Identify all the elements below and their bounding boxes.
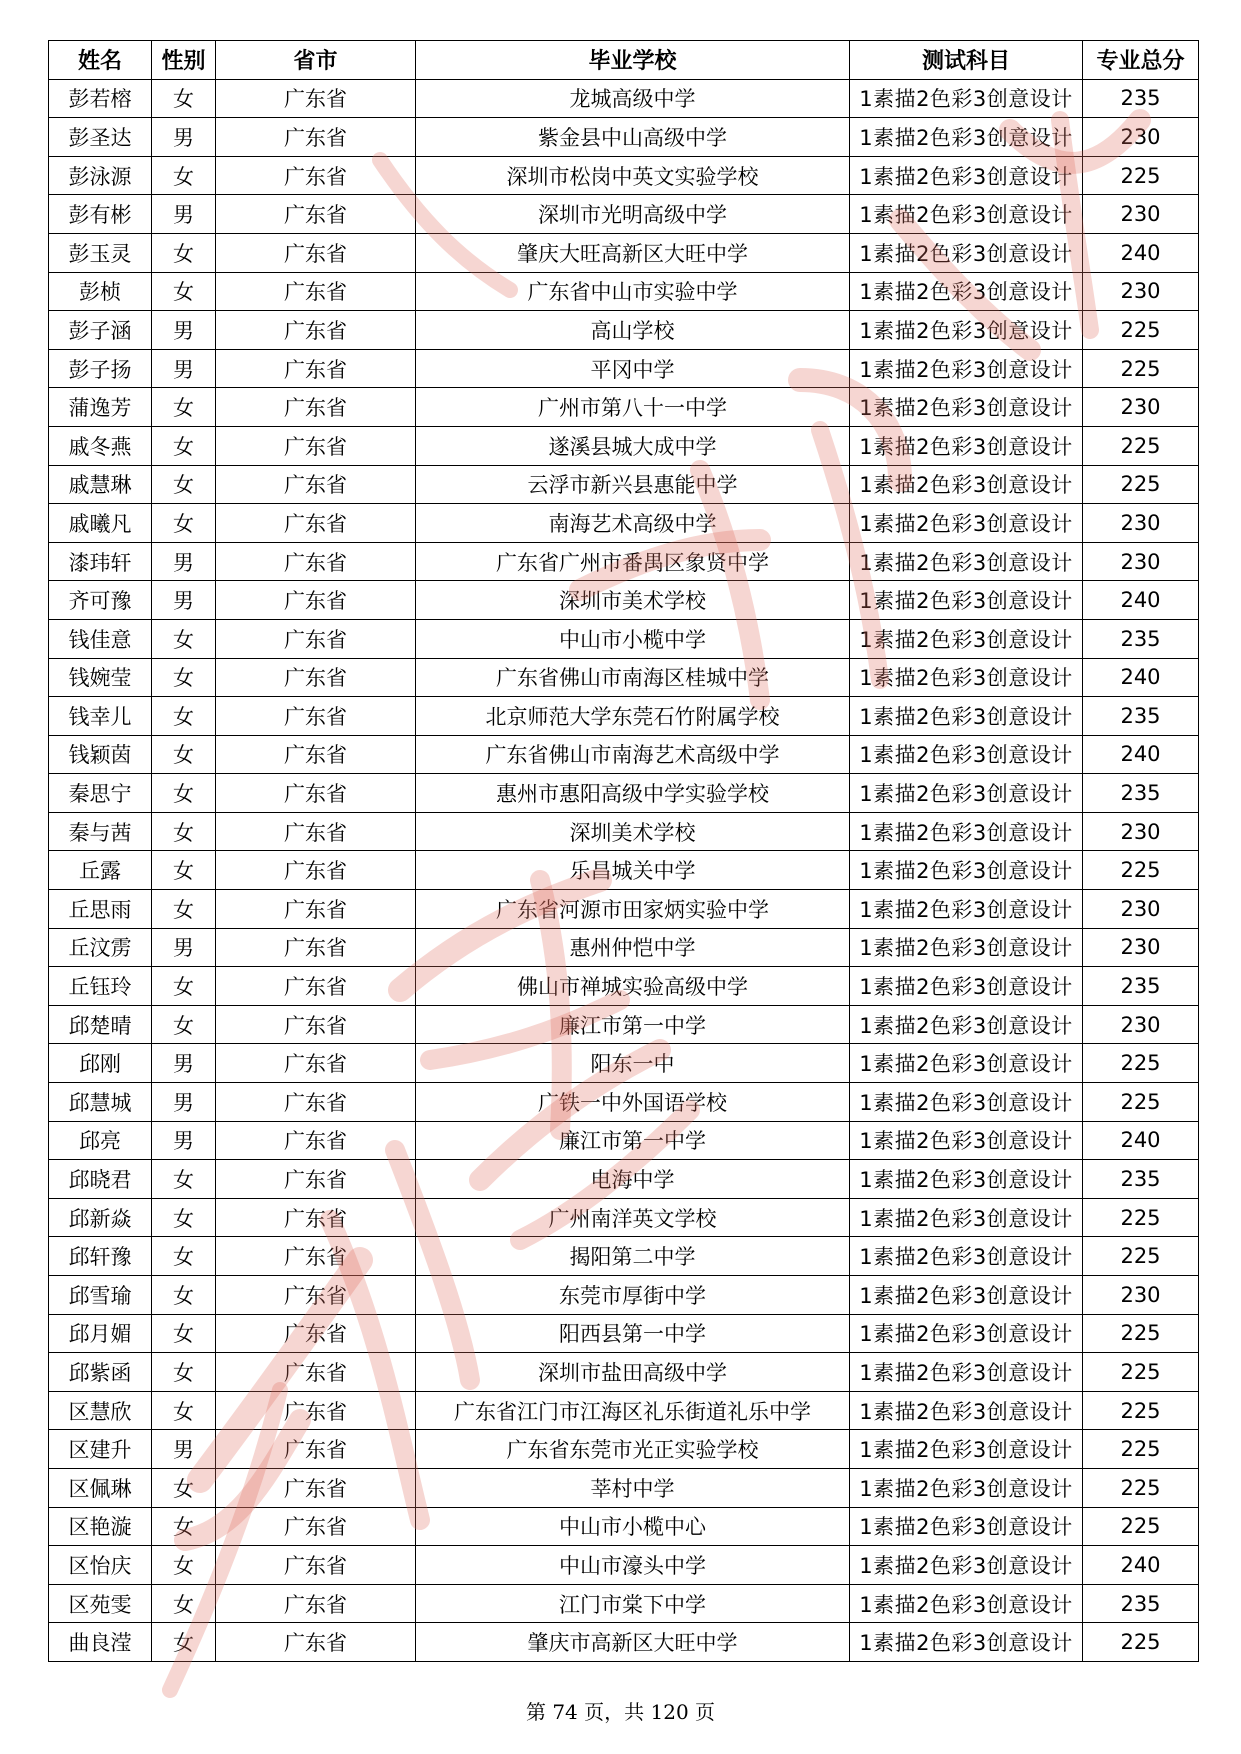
cell-province: 广东省 [216, 658, 416, 697]
table-row [49, 1353, 1199, 1392]
cell-school: 惠州市惠阳高级中学实验学校 [416, 774, 850, 813]
table-row [49, 1468, 1199, 1507]
cell-name: 漆玮轩 [49, 542, 152, 581]
cell-name: 钱佳意 [49, 619, 152, 658]
cell-score: 225 [1083, 1391, 1199, 1430]
cell-province: 广东省 [216, 311, 416, 350]
cell-province: 广东省 [216, 1623, 416, 1662]
cell-school: 中山市小榄中心 [416, 1507, 850, 1546]
cell-score: 235 [1083, 79, 1199, 118]
cell-name: 钱幸儿 [49, 697, 152, 736]
header-subject: 测试科目 [850, 41, 1083, 80]
cell-score: 225 [1083, 851, 1199, 890]
cell-score: 225 [1083, 311, 1199, 350]
cell-subject: 1素描2色彩3创意设计 [850, 1430, 1083, 1469]
table-header-row [49, 41, 1199, 80]
cell-province: 广东省 [216, 426, 416, 465]
cell-province: 广东省 [216, 967, 416, 1006]
cell-name: 钱婉莹 [49, 658, 152, 697]
cell-score: 230 [1083, 812, 1199, 851]
cell-score: 230 [1083, 1276, 1199, 1315]
table-row [49, 1391, 1199, 1430]
table-row [49, 272, 1199, 311]
cell-score: 225 [1083, 1353, 1199, 1392]
cell-gender: 女 [152, 1005, 216, 1044]
cell-name: 丘露 [49, 851, 152, 890]
cell-gender: 女 [152, 233, 216, 272]
cell-score: 230 [1083, 1005, 1199, 1044]
cell-score: 230 [1083, 504, 1199, 543]
cell-subject: 1素描2色彩3创意设计 [850, 1121, 1083, 1160]
cell-gender: 男 [152, 118, 216, 157]
cell-score: 235 [1083, 619, 1199, 658]
cell-score: 230 [1083, 388, 1199, 427]
cell-school: 北京师范大学东莞石竹附属学校 [416, 697, 850, 736]
cell-score: 240 [1083, 581, 1199, 620]
header-total-score: 专业总分 [1083, 41, 1199, 80]
header-gender: 性别 [152, 41, 216, 80]
cell-province: 广东省 [216, 1160, 416, 1199]
cell-gender: 女 [152, 1198, 216, 1237]
cell-school: 东莞市厚街中学 [416, 1276, 850, 1315]
cell-subject: 1素描2色彩3创意设计 [850, 967, 1083, 1006]
cell-gender: 男 [152, 581, 216, 620]
cell-gender: 女 [152, 967, 216, 1006]
cell-subject: 1素描2色彩3创意设计 [850, 697, 1083, 736]
table-row [49, 1044, 1199, 1083]
cell-name: 邱刚 [49, 1044, 152, 1083]
cell-name: 邱紫函 [49, 1353, 152, 1392]
cell-school: 阳西县第一中学 [416, 1314, 850, 1353]
table-row [49, 349, 1199, 388]
cell-school: 广东省佛山市南海区桂城中学 [416, 658, 850, 697]
cell-gender: 女 [152, 1314, 216, 1353]
cell-subject: 1素描2色彩3创意设计 [850, 542, 1083, 581]
cell-province: 广东省 [216, 1468, 416, 1507]
cell-subject: 1素描2色彩3创意设计 [850, 1044, 1083, 1083]
cell-province: 广东省 [216, 272, 416, 311]
table-row [49, 233, 1199, 272]
page-footer: 第 74 页，共 120 页 [525, 1700, 716, 1724]
table-row [49, 1083, 1199, 1122]
cell-score: 230 [1083, 928, 1199, 967]
cell-province: 广东省 [216, 1276, 416, 1315]
cell-gender: 女 [152, 79, 216, 118]
cell-name: 区艳漩 [49, 1507, 152, 1546]
cell-score: 225 [1083, 349, 1199, 388]
cell-province: 广东省 [216, 1507, 416, 1546]
cell-score: 225 [1083, 1237, 1199, 1276]
cell-subject: 1素描2色彩3创意设计 [850, 1468, 1083, 1507]
cell-name: 邱慧城 [49, 1083, 152, 1122]
cell-gender: 女 [152, 1276, 216, 1315]
cell-score: 225 [1083, 1083, 1199, 1122]
table-row [49, 967, 1199, 1006]
cell-subject: 1素描2色彩3创意设计 [850, 1353, 1083, 1392]
cell-subject: 1素描2色彩3创意设计 [850, 311, 1083, 350]
cell-gender: 女 [152, 658, 216, 697]
cell-school: 江门市棠下中学 [416, 1584, 850, 1623]
header-province: 省市 [216, 41, 416, 80]
table-row [49, 426, 1199, 465]
cell-score: 225 [1083, 1198, 1199, 1237]
cell-name: 蒲逸芳 [49, 388, 152, 427]
cell-subject: 1素描2色彩3创意设计 [850, 1276, 1083, 1315]
cell-subject: 1素描2色彩3创意设计 [850, 504, 1083, 543]
table-row [49, 1623, 1199, 1662]
table-row [49, 851, 1199, 890]
cell-school: 肇庆市高新区大旺中学 [416, 1623, 850, 1662]
cell-subject: 1素描2色彩3创意设计 [850, 619, 1083, 658]
cell-name: 邱楚晴 [49, 1005, 152, 1044]
cell-school: 深圳市盐田高级中学 [416, 1353, 850, 1392]
cell-school: 深圳市光明高级中学 [416, 195, 850, 234]
cell-gender: 男 [152, 928, 216, 967]
cell-province: 广东省 [216, 581, 416, 620]
cell-subject: 1素描2色彩3创意设计 [850, 1391, 1083, 1430]
cell-score: 225 [1083, 1314, 1199, 1353]
cell-name: 戚曦凡 [49, 504, 152, 543]
table-row [49, 1005, 1199, 1044]
cell-school: 莘村中学 [416, 1468, 850, 1507]
header-school: 毕业学校 [416, 41, 850, 80]
cell-gender: 女 [152, 619, 216, 658]
cell-name: 彭若榕 [49, 79, 152, 118]
cell-subject: 1素描2色彩3创意设计 [850, 1314, 1083, 1353]
cell-subject: 1素描2色彩3创意设计 [850, 1198, 1083, 1237]
cell-province: 广东省 [216, 388, 416, 427]
cell-province: 广东省 [216, 1584, 416, 1623]
cell-gender: 女 [152, 1623, 216, 1662]
cell-name: 钱颖茵 [49, 735, 152, 774]
cell-name: 曲良滢 [49, 1623, 152, 1662]
cell-subject: 1素描2色彩3创意设计 [850, 1623, 1083, 1662]
cell-gender: 女 [152, 465, 216, 504]
cell-name: 戚冬燕 [49, 426, 152, 465]
table-row [49, 79, 1199, 118]
cell-province: 广东省 [216, 1546, 416, 1585]
cell-subject: 1素描2色彩3创意设计 [850, 465, 1083, 504]
cell-school: 深圳市松岗中英文实验学校 [416, 156, 850, 195]
cell-score: 225 [1083, 1507, 1199, 1546]
cell-school: 广东省广州市番禺区象贤中学 [416, 542, 850, 581]
cell-subject: 1素描2色彩3创意设计 [850, 735, 1083, 774]
cell-gender: 女 [152, 272, 216, 311]
cell-score: 225 [1083, 1044, 1199, 1083]
cell-school: 广东省佛山市南海艺术高级中学 [416, 735, 850, 774]
cell-school: 云浮市新兴县惠能中学 [416, 465, 850, 504]
cell-score: 230 [1083, 118, 1199, 157]
cell-subject: 1素描2色彩3创意设计 [850, 118, 1083, 157]
table-row [49, 774, 1199, 813]
table-row [49, 1160, 1199, 1199]
cell-subject: 1素描2色彩3创意设计 [850, 195, 1083, 234]
cell-score: 240 [1083, 1121, 1199, 1160]
cell-province: 广东省 [216, 1353, 416, 1392]
cell-gender: 女 [152, 735, 216, 774]
cell-gender: 女 [152, 504, 216, 543]
cell-name: 邱雪瑜 [49, 1276, 152, 1315]
cell-province: 广东省 [216, 1391, 416, 1430]
table-row [49, 1314, 1199, 1353]
cell-score: 225 [1083, 1430, 1199, 1469]
cell-score: 225 [1083, 1623, 1199, 1662]
cell-province: 广东省 [216, 1121, 416, 1160]
cell-province: 广东省 [216, 1430, 416, 1469]
cell-score: 240 [1083, 1546, 1199, 1585]
cell-gender: 女 [152, 388, 216, 427]
cell-subject: 1素描2色彩3创意设计 [850, 156, 1083, 195]
cell-score: 230 [1083, 890, 1199, 929]
cell-gender: 男 [152, 311, 216, 350]
cell-province: 广东省 [216, 195, 416, 234]
cell-subject: 1素描2色彩3创意设计 [850, 1237, 1083, 1276]
cell-school: 廉江市第一中学 [416, 1121, 850, 1160]
cell-score: 230 [1083, 272, 1199, 311]
cell-score: 235 [1083, 1160, 1199, 1199]
cell-province: 广东省 [216, 851, 416, 890]
table-row [49, 890, 1199, 929]
cell-name: 区苑雯 [49, 1584, 152, 1623]
cell-name: 彭圣达 [49, 118, 152, 157]
cell-score: 235 [1083, 697, 1199, 736]
table-row [49, 619, 1199, 658]
cell-name: 丘汶雳 [49, 928, 152, 967]
cell-school: 南海艺术高级中学 [416, 504, 850, 543]
table-row [49, 1430, 1199, 1469]
cell-province: 广东省 [216, 774, 416, 813]
cell-name: 彭玉灵 [49, 233, 152, 272]
table-row [49, 311, 1199, 350]
table-row [49, 1121, 1199, 1160]
cell-school: 深圳美术学校 [416, 812, 850, 851]
cell-name: 邱新焱 [49, 1198, 152, 1237]
cell-score: 235 [1083, 1584, 1199, 1623]
table-row [49, 542, 1199, 581]
table-row [49, 1546, 1199, 1585]
cell-gender: 女 [152, 1468, 216, 1507]
score-table [48, 40, 1199, 1662]
cell-gender: 女 [152, 812, 216, 851]
cell-school: 揭阳第二中学 [416, 1237, 850, 1276]
cell-province: 广东省 [216, 1314, 416, 1353]
cell-province: 广东省 [216, 812, 416, 851]
cell-province: 广东省 [216, 735, 416, 774]
cell-province: 广东省 [216, 1005, 416, 1044]
cell-subject: 1素描2色彩3创意设计 [850, 272, 1083, 311]
cell-school: 惠州仲恺中学 [416, 928, 850, 967]
cell-school: 廉江市第一中学 [416, 1005, 850, 1044]
cell-school: 广东省江门市江海区礼乐街道礼乐中学 [416, 1391, 850, 1430]
cell-school: 阳东一中 [416, 1044, 850, 1083]
table-row [49, 1198, 1199, 1237]
table-row [49, 118, 1199, 157]
cell-gender: 女 [152, 774, 216, 813]
cell-province: 广东省 [216, 1237, 416, 1276]
cell-school: 广东省东莞市光正实验学校 [416, 1430, 850, 1469]
cell-gender: 女 [152, 1353, 216, 1392]
cell-subject: 1素描2色彩3创意设计 [850, 658, 1083, 697]
table-row [49, 928, 1199, 967]
cell-province: 广东省 [216, 619, 416, 658]
cell-name: 邱亮 [49, 1121, 152, 1160]
table-row [49, 735, 1199, 774]
cell-school: 肇庆大旺高新区大旺中学 [416, 233, 850, 272]
cell-subject: 1素描2色彩3创意设计 [850, 1546, 1083, 1585]
cell-score: 235 [1083, 967, 1199, 1006]
cell-gender: 女 [152, 1584, 216, 1623]
cell-province: 广东省 [216, 697, 416, 736]
cell-subject: 1素描2色彩3创意设计 [850, 890, 1083, 929]
cell-name: 彭子扬 [49, 349, 152, 388]
cell-school: 佛山市禅城实验高级中学 [416, 967, 850, 1006]
cell-subject: 1素描2色彩3创意设计 [850, 388, 1083, 427]
cell-score: 240 [1083, 735, 1199, 774]
cell-name: 秦与茜 [49, 812, 152, 851]
cell-name: 彭子涵 [49, 311, 152, 350]
cell-gender: 女 [152, 1507, 216, 1546]
table-row [49, 1584, 1199, 1623]
cell-name: 邱月媚 [49, 1314, 152, 1353]
cell-subject: 1素描2色彩3创意设计 [850, 581, 1083, 620]
cell-name: 彭有彬 [49, 195, 152, 234]
cell-subject: 1素描2色彩3创意设计 [850, 233, 1083, 272]
cell-province: 广东省 [216, 156, 416, 195]
table-row [49, 465, 1199, 504]
cell-province: 广东省 [216, 928, 416, 967]
cell-province: 广东省 [216, 542, 416, 581]
cell-gender: 女 [152, 1546, 216, 1585]
cell-gender: 男 [152, 1121, 216, 1160]
cell-gender: 女 [152, 156, 216, 195]
cell-gender: 女 [152, 890, 216, 929]
cell-school: 平冈中学 [416, 349, 850, 388]
cell-school: 遂溪县城大成中学 [416, 426, 850, 465]
cell-score: 225 [1083, 426, 1199, 465]
cell-province: 广东省 [216, 79, 416, 118]
cell-subject: 1素描2色彩3创意设计 [850, 1160, 1083, 1199]
table-row [49, 388, 1199, 427]
cell-province: 广东省 [216, 1044, 416, 1083]
cell-score: 230 [1083, 195, 1199, 234]
cell-name: 邱轩豫 [49, 1237, 152, 1276]
cell-school: 深圳市美术学校 [416, 581, 850, 620]
table-row [49, 1276, 1199, 1315]
cell-subject: 1素描2色彩3创意设计 [850, 1507, 1083, 1546]
cell-province: 广东省 [216, 1083, 416, 1122]
cell-subject: 1素描2色彩3创意设计 [850, 1584, 1083, 1623]
cell-school: 广东省河源市田家炳实验中学 [416, 890, 850, 929]
table-row [49, 658, 1199, 697]
cell-subject: 1素描2色彩3创意设计 [850, 928, 1083, 967]
cell-score: 225 [1083, 1468, 1199, 1507]
cell-name: 彭桢 [49, 272, 152, 311]
cell-province: 广东省 [216, 890, 416, 929]
cell-school: 龙城高级中学 [416, 79, 850, 118]
cell-score: 225 [1083, 156, 1199, 195]
cell-school: 广东省中山市实验中学 [416, 272, 850, 311]
cell-subject: 1素描2色彩3创意设计 [850, 812, 1083, 851]
cell-gender: 女 [152, 1237, 216, 1276]
table-row [49, 1507, 1199, 1546]
cell-subject: 1素描2色彩3创意设计 [850, 851, 1083, 890]
cell-province: 广东省 [216, 349, 416, 388]
cell-province: 广东省 [216, 118, 416, 157]
cell-province: 广东省 [216, 233, 416, 272]
cell-score: 240 [1083, 233, 1199, 272]
cell-school: 广州市第八十一中学 [416, 388, 850, 427]
cell-name: 邱晓君 [49, 1160, 152, 1199]
cell-score: 235 [1083, 774, 1199, 813]
table-row [49, 195, 1199, 234]
cell-subject: 1素描2色彩3创意设计 [850, 79, 1083, 118]
cell-name: 区佩琳 [49, 1468, 152, 1507]
cell-name: 区怡庆 [49, 1546, 152, 1585]
cell-gender: 男 [152, 195, 216, 234]
cell-subject: 1素描2色彩3创意设计 [850, 1083, 1083, 1122]
cell-subject: 1素描2色彩3创意设计 [850, 426, 1083, 465]
cell-name: 区建升 [49, 1430, 152, 1469]
cell-school: 中山市濠头中学 [416, 1546, 850, 1585]
cell-school: 高山学校 [416, 311, 850, 350]
cell-score: 240 [1083, 658, 1199, 697]
cell-gender: 男 [152, 1083, 216, 1122]
cell-school: 乐昌城关中学 [416, 851, 850, 890]
table-row [49, 581, 1199, 620]
cell-gender: 女 [152, 426, 216, 465]
cell-gender: 女 [152, 697, 216, 736]
cell-gender: 男 [152, 1430, 216, 1469]
cell-subject: 1素描2色彩3创意设计 [850, 349, 1083, 388]
cell-subject: 1素描2色彩3创意设计 [850, 1005, 1083, 1044]
table-row [49, 156, 1199, 195]
cell-gender: 女 [152, 851, 216, 890]
cell-gender: 男 [152, 349, 216, 388]
cell-school: 紫金县中山高级中学 [416, 118, 850, 157]
cell-gender: 女 [152, 1391, 216, 1430]
cell-gender: 男 [152, 1044, 216, 1083]
cell-school: 电海中学 [416, 1160, 850, 1199]
cell-name: 齐可豫 [49, 581, 152, 620]
cell-province: 广东省 [216, 1198, 416, 1237]
table-row [49, 697, 1199, 736]
cell-score: 230 [1083, 542, 1199, 581]
cell-name: 丘钰玲 [49, 967, 152, 1006]
header-name: 姓名 [49, 41, 152, 80]
table-row [49, 812, 1199, 851]
table-body [49, 79, 1199, 1661]
cell-school: 广州南洋英文学校 [416, 1198, 850, 1237]
cell-name: 区慧欣 [49, 1391, 152, 1430]
cell-name: 彭泳源 [49, 156, 152, 195]
cell-province: 广东省 [216, 465, 416, 504]
table-row [49, 1237, 1199, 1276]
cell-name: 丘思雨 [49, 890, 152, 929]
cell-name: 秦思宁 [49, 774, 152, 813]
cell-gender: 女 [152, 1160, 216, 1199]
cell-province: 广东省 [216, 504, 416, 543]
cell-gender: 男 [152, 542, 216, 581]
cell-school: 广铁一中外国语学校 [416, 1083, 850, 1122]
table-row [49, 504, 1199, 543]
cell-school: 中山市小榄中学 [416, 619, 850, 658]
cell-subject: 1素描2色彩3创意设计 [850, 774, 1083, 813]
cell-score: 225 [1083, 465, 1199, 504]
cell-name: 戚慧琳 [49, 465, 152, 504]
